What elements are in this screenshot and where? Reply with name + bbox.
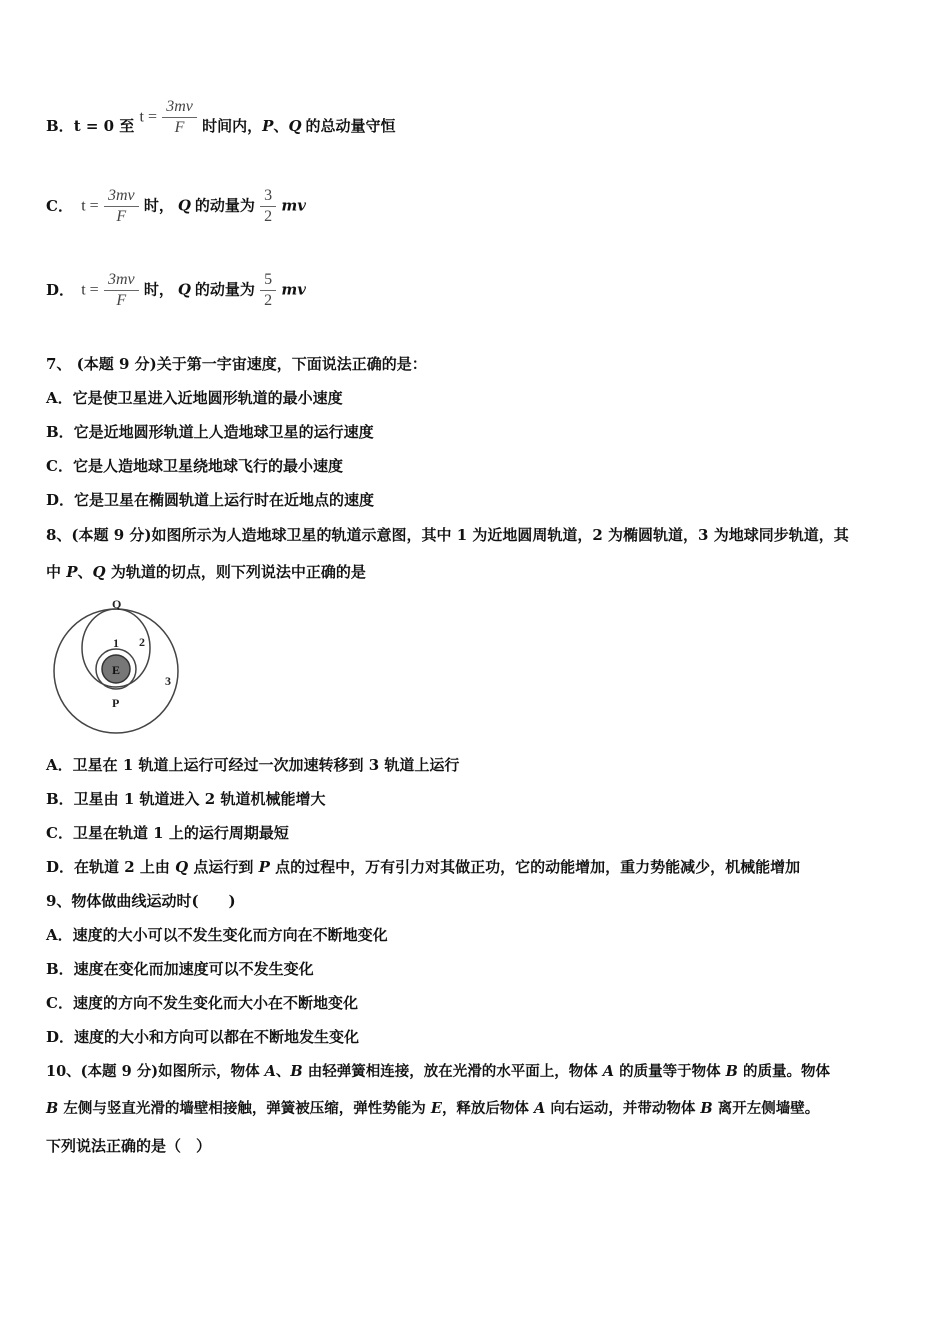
momentum-fraction: $\frac{3}{2}$ xyxy=(260,186,276,227)
orbit-2-label: 2 xyxy=(139,635,145,649)
q8-option-c: C．卫星在轨道 1 上的运行周期最短 xyxy=(46,824,289,842)
q9-option-d: D．速度的大小和方向可以都在不断地发生变化 xyxy=(46,1028,360,1046)
time-fraction: t = $\frac{3mv}{F}$ xyxy=(81,186,138,227)
q10-stem-line3: 下列说法正确的是（ ） xyxy=(46,1137,212,1155)
q6-option-b: B．t = 0 至 t = $\frac{3mv}{F}$ 时间内，P、Q 的总动量守恒 xyxy=(46,97,396,136)
q9-option-a: A．速度的大小可以不发生变化而方向在不断地变化 xyxy=(46,926,388,944)
q10-stem-line1: 10、(本题 9 分)如图所示，物体 A、B 由轻弹簧相连接，放在光滑的水平面上，物体 A 的质量等于物体 B 的质量。物体 xyxy=(46,1063,830,1080)
q8-stem-line2: 中 P、Q 为轨道的切点，则下列说法中正确的是 xyxy=(46,563,366,581)
earth-label: E xyxy=(112,663,121,677)
orbit-1-label: 1 xyxy=(113,636,119,650)
q8-stem-line1: 8、(本题 9 分)如图所示为人造地球卫星的轨道示意图，其中 1 为近地圆周轨道，2 为椭圆轨道，3 为地球同步轨道，其 xyxy=(46,526,849,544)
q8-option-b: B．卫星由 1 轨道进入 2 轨道机械能增大 xyxy=(46,790,326,808)
option-label: D． xyxy=(46,280,75,299)
q10-stem-line2: B 左侧与竖直光滑的墙壁相接触，弹簧被压缩，弹性势能为 E，释放后物体 A 向右运动，并带动物体 B 离开左侧墙壁。 xyxy=(46,1100,820,1117)
orbit-3-label: 3 xyxy=(165,674,171,688)
q6-option-c: C． t = $\frac{3mv}{F}$ 时， Q 的动量为 $\frac{3}{2}$ mv xyxy=(46,187,306,225)
point-q-label: Q xyxy=(112,597,122,611)
momentum-fraction: $\frac{5}{2}$ xyxy=(260,270,276,311)
q7-option-d: D．它是卫星在椭圆轨道上运行时在近地点的速度 xyxy=(46,491,375,509)
point-p-label: P xyxy=(112,696,120,710)
time-fraction: t = $\frac{3mv}{F}$ xyxy=(81,270,138,311)
q7-option-a: A．它是使卫星进入近地圆形轨道的最小速度 xyxy=(46,389,343,407)
time-start: t = 0 至 xyxy=(73,117,135,135)
time-fraction: t = $\frac{3mv}{F}$ xyxy=(140,97,197,138)
q8-option-d: D．在轨道 2 上由 Q 点运行到 P 点的过程中，万有引力对其做正功，它的动能增加，重力势能减少，机械能增加 xyxy=(46,858,801,876)
q7-stem: 7、 (本题 9 分)关于第一宇宙速度，下面说法正确的是： xyxy=(46,355,427,373)
q9-option-b: B．速度在变化而加速度可以不发生变化 xyxy=(46,960,314,978)
option-label: C． xyxy=(46,196,73,215)
q9-stem: 9、物体做曲线运动时( ) xyxy=(46,892,236,910)
q9-option-c: C．速度的方向不发生变化而大小在不断地变化 xyxy=(46,994,358,1012)
option-label: B． xyxy=(46,117,74,135)
q7-option-c: C．它是人造地球卫星绕地球飞行的最小速度 xyxy=(46,457,343,475)
q6-option-d: D． t = $\frac{3mv}{F}$ 时， Q 的动量为 $\frac{5}{2}$ mv xyxy=(46,271,306,309)
q7-option-b: B．它是近地圆形轨道上人造地球卫星的运行速度 xyxy=(46,423,374,441)
q8-option-a: A．卫星在 1 轨道上运行可经过一次加速转移到 3 轨道上运行 xyxy=(46,756,460,774)
orbit-diagram xyxy=(50,592,190,742)
